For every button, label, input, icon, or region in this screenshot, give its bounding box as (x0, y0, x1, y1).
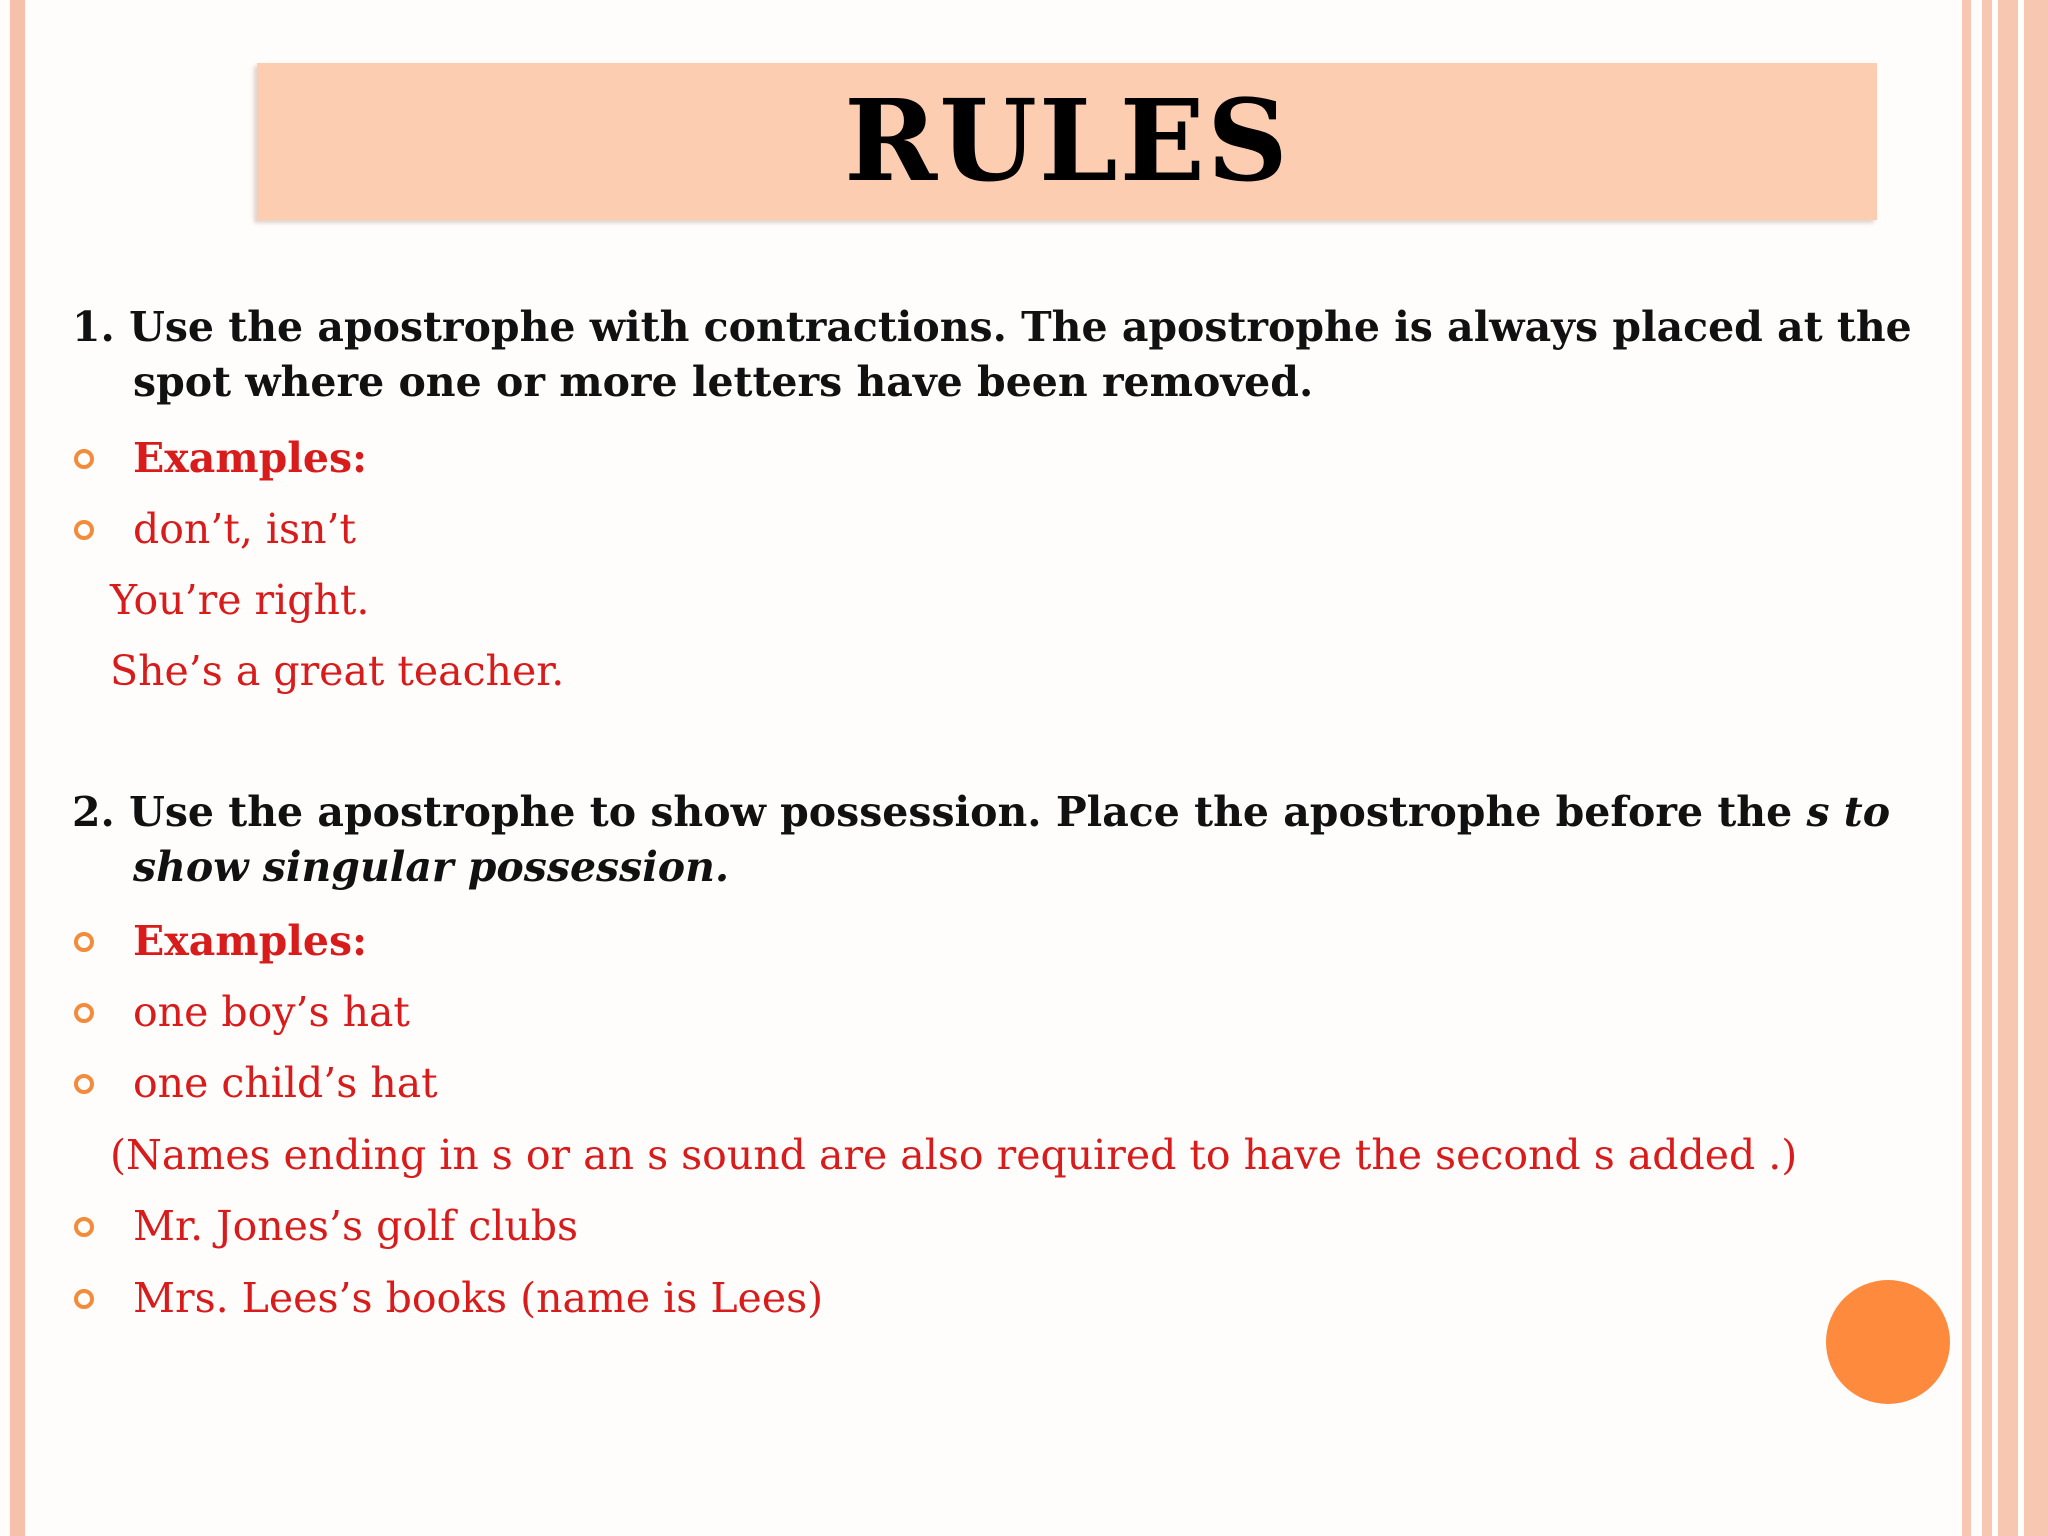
bullet-icon (74, 1289, 94, 1309)
bullet-icon (74, 1003, 94, 1023)
rule-2-text (72, 785, 1993, 895)
example-text: one child’s hat (133, 1059, 438, 1107)
example-text: don’t, isn’t (133, 505, 356, 553)
right-stripe-decoration (1998, 0, 2018, 1536)
examples-heading: Examples: (133, 917, 368, 965)
examples-heading: Examples: (133, 434, 368, 482)
rule-2-regular: 2. Use the apostrophe to show possession. Place the apostrophe before the (72, 788, 1807, 836)
example-text: She’s a great teacher. (110, 647, 565, 695)
right-stripe-decoration (1982, 0, 1992, 1536)
bullet-icon (74, 1074, 94, 1094)
note-text: (Names ending in s or an s sound are also required to have the second s added .) (110, 1131, 1798, 1179)
bullet-icon (74, 932, 94, 952)
title-bar (257, 63, 1877, 220)
bullet-icon (74, 520, 94, 540)
right-stripe-decoration (1962, 0, 1971, 1536)
orange-circle-decoration (1826, 1280, 1950, 1404)
example-text: one boy’s hat (133, 988, 410, 1036)
example-text: You’re right. (110, 576, 370, 624)
bullet-icon (74, 1217, 94, 1237)
bullet-icon (74, 449, 94, 469)
rule-1-text: 1. Use the apostrophe with contractions. The apostrophe is always placed at the spot where one or more letters have been removed. (72, 303, 1912, 406)
rule-2-italic: s to show singular possession. (133, 788, 1891, 891)
example-text: Mrs. Lees’s books (name is Lees) (133, 1274, 824, 1322)
example-text: Mr. Jones’s golf clubs (133, 1202, 579, 1250)
left-border-decoration (10, 0, 25, 1536)
slide-title: RULES (844, 76, 1290, 207)
right-stripe-decoration (2024, 0, 2048, 1536)
